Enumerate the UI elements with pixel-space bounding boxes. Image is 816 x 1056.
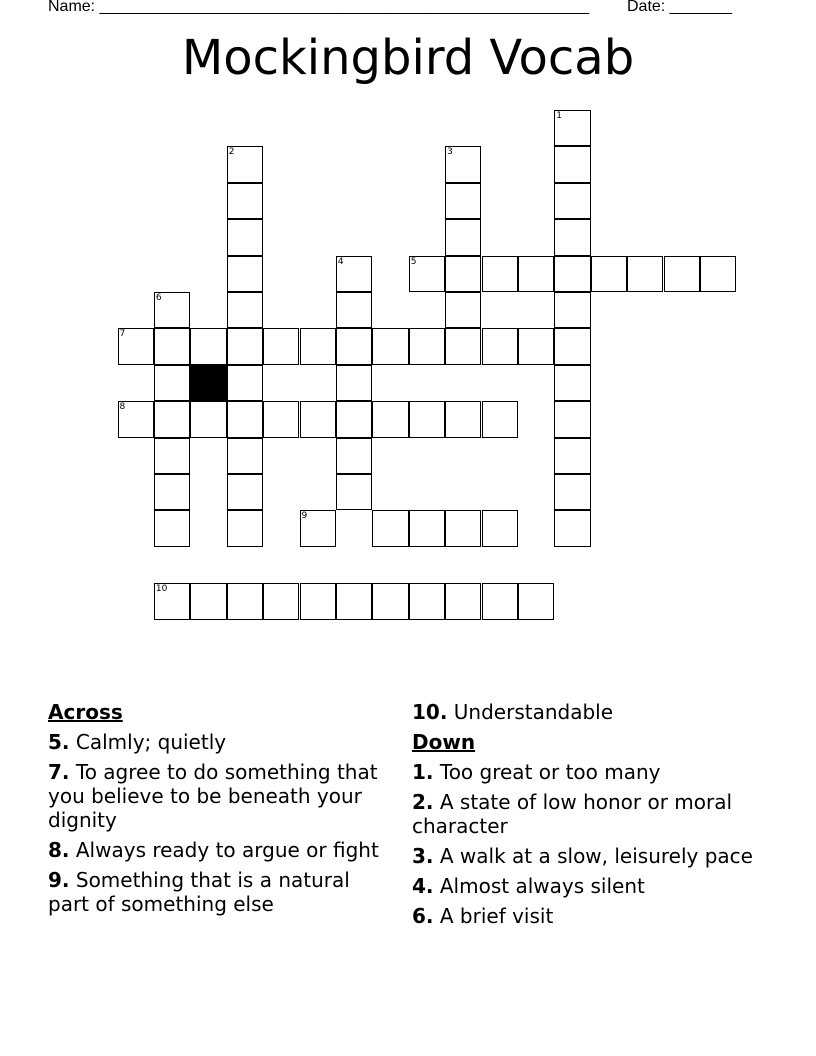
name-line: Name: _______________________________________________________ (48, 0, 589, 15)
clue-number: 9. (48, 868, 70, 892)
clue-text: A walk at a slow, leisurely pace (439, 844, 753, 868)
page-title: Mockingbird Vocab (181, 30, 635, 86)
clue-down (412, 790, 772, 838)
crossword-cell[interactable] (336, 256, 372, 292)
clue-down (412, 844, 772, 868)
clue-text: Something that is a natural part of something else (48, 868, 350, 916)
crossword-cell[interactable] (445, 219, 481, 255)
clues-right-column (412, 700, 772, 934)
crossword-cell[interactable] (336, 474, 372, 510)
crossword-cell[interactable] (518, 583, 554, 619)
across-heading: Across (48, 700, 123, 724)
clue-number: 7. (48, 760, 70, 784)
crossword-cell[interactable] (227, 510, 263, 546)
crossword-cell[interactable] (154, 401, 190, 437)
crossword-cell[interactable] (372, 401, 408, 437)
clue-text: To agree to do something that you believe to be beneath your dignity (48, 760, 378, 832)
crossword-cell[interactable] (445, 256, 481, 292)
crossword-cell[interactable] (409, 256, 445, 292)
crossword-cell[interactable] (227, 183, 263, 219)
clue-number-label: 9 (301, 511, 308, 522)
clue-text: Understandable (453, 700, 614, 724)
crossword-cell[interactable] (518, 328, 554, 364)
date-line: Date: _______ (627, 0, 732, 15)
crossword-cell[interactable] (554, 474, 590, 510)
clue-text: Almost always silent (439, 874, 645, 898)
crossword-cell[interactable] (664, 256, 700, 292)
crossword-cell[interactable] (445, 183, 481, 219)
crossword-cell[interactable] (554, 219, 590, 255)
crossword-cell[interactable] (227, 474, 263, 510)
clue-across (412, 700, 772, 724)
crossword-cell[interactable] (227, 328, 263, 364)
crossword-cell[interactable] (154, 365, 190, 401)
crossword-cell[interactable] (482, 583, 518, 619)
crossword-cell[interactable] (154, 510, 190, 546)
crossword-cell[interactable] (118, 328, 154, 364)
crossword-cell[interactable] (482, 510, 518, 546)
crossword-cell[interactable] (554, 146, 590, 182)
crossword-cell[interactable] (154, 438, 190, 474)
crossword-cell[interactable] (372, 328, 408, 364)
clue-number-label: 3 (447, 147, 453, 158)
crossword-cell[interactable] (554, 510, 590, 546)
crossword-cell[interactable] (336, 583, 372, 619)
crossword-cell[interactable] (554, 110, 590, 146)
crossword-cell[interactable] (227, 401, 263, 437)
clue-text: A state of low honor or moral character (412, 790, 733, 838)
crossword-cell[interactable] (263, 328, 299, 364)
crossword-cell[interactable] (300, 583, 336, 619)
clue-number-label: 8 (119, 402, 126, 413)
crossword-cell[interactable] (154, 583, 190, 619)
black-cell (190, 365, 226, 401)
clue-text: Too great or too many (439, 760, 661, 784)
down-heading: Down (412, 730, 476, 754)
crossword-cell[interactable] (409, 328, 445, 364)
clue-down (412, 874, 772, 898)
crossword-cell[interactable] (300, 401, 336, 437)
crossword-cell[interactable] (554, 438, 590, 474)
clue-number-label: 6 (155, 293, 162, 303)
crossword-cell[interactable] (300, 510, 336, 546)
crossword-cell[interactable] (300, 328, 336, 364)
crossword-cell[interactable] (591, 256, 627, 292)
crossword-cell[interactable] (336, 328, 372, 364)
crossword-cell[interactable] (409, 583, 445, 619)
crossword-cell[interactable] (482, 328, 518, 364)
crossword-cell[interactable] (445, 146, 481, 182)
crossword-cell[interactable] (336, 401, 372, 437)
crossword-cell[interactable] (482, 401, 518, 437)
crossword-cell[interactable] (227, 146, 263, 182)
clue-number: 4. (412, 874, 434, 898)
crossword-cell[interactable] (154, 292, 190, 328)
clue-number: 5. (48, 730, 70, 754)
clue-text: A brief visit (439, 904, 554, 928)
clue-down (412, 760, 772, 784)
crossword-cell[interactable] (554, 328, 590, 364)
clue-number-label: 7 (119, 329, 126, 340)
clue-across (48, 730, 393, 754)
crossword-cell[interactable] (227, 438, 263, 474)
clue-number: 2. (412, 790, 434, 814)
clue-number-label: 4 (337, 256, 344, 267)
crossword-cell[interactable] (190, 583, 226, 619)
clue-number-label: 5 (410, 256, 417, 267)
crossword-cell[interactable] (227, 256, 263, 292)
crossword-cell[interactable] (336, 365, 372, 401)
crossword-cell[interactable] (627, 256, 663, 292)
crossword-cell[interactable] (445, 328, 481, 364)
crossword-cell[interactable] (554, 256, 590, 292)
clue-number-label: 1 (556, 111, 563, 121)
crossword-cell[interactable] (372, 583, 408, 619)
crossword-cell[interactable] (409, 401, 445, 437)
crossword-cell[interactable] (554, 401, 590, 437)
clue-text: Calmly; quietly (75, 730, 227, 754)
clue-number: 8. (48, 838, 70, 862)
crossword-cell[interactable] (445, 401, 481, 437)
crossword-cell[interactable] (263, 401, 299, 437)
clue-number: 10. (412, 700, 448, 724)
crossword-cell[interactable] (190, 401, 226, 437)
clues-left-column (48, 700, 393, 922)
crossword-cell[interactable] (445, 583, 481, 619)
crossword-cell[interactable] (482, 256, 518, 292)
crossword-cell[interactable] (372, 510, 408, 546)
crossword-cell[interactable] (118, 401, 154, 437)
crossword-cell[interactable] (336, 292, 372, 328)
crossword-cell[interactable] (190, 328, 226, 364)
clue-across (48, 838, 393, 862)
crossword-cell[interactable] (445, 292, 481, 328)
clue-number: 3. (412, 844, 434, 868)
clue-number-label: 10 (155, 584, 168, 595)
clue-number-label: 2 (228, 147, 235, 158)
crossword-cell[interactable] (554, 292, 590, 328)
crossword-cell[interactable] (154, 474, 190, 510)
clue-across (48, 868, 393, 916)
crossword-cell[interactable] (554, 183, 590, 219)
crossword-cell[interactable] (700, 256, 736, 292)
crossword-cell[interactable] (554, 365, 590, 401)
clue-text: Always ready to argue or fight (75, 838, 379, 862)
crossword-cell[interactable] (227, 365, 263, 401)
crossword-cell[interactable] (227, 219, 263, 255)
crossword-cell[interactable] (227, 583, 263, 619)
crossword-cell[interactable] (445, 510, 481, 546)
crossword-cell[interactable] (409, 510, 445, 546)
crossword-cell[interactable] (263, 583, 299, 619)
crossword-cell[interactable] (154, 328, 190, 364)
crossword-cell[interactable] (518, 256, 554, 292)
clue-number: 6. (412, 904, 434, 928)
crossword-cell[interactable] (336, 438, 372, 474)
clue-across (48, 760, 393, 832)
crossword-cell[interactable] (227, 292, 263, 328)
clue-number: 1. (412, 760, 434, 784)
clue-down (412, 904, 772, 928)
